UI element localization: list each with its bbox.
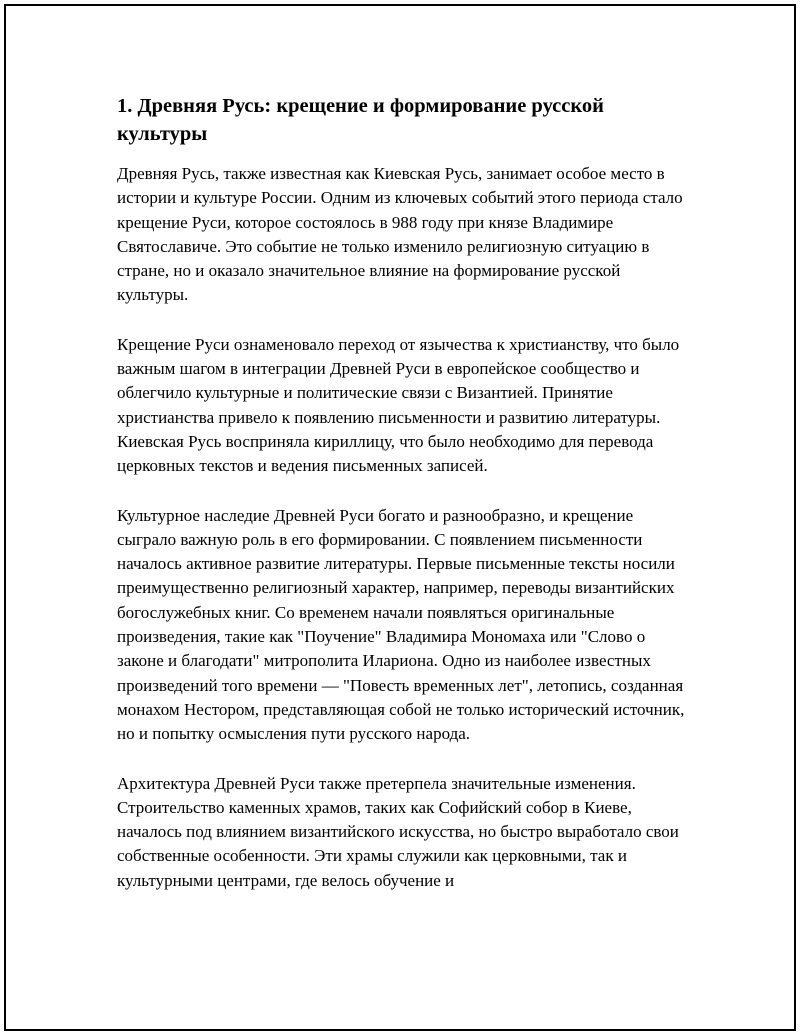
paragraph-2: Крещение Руси ознаменовало переход от язычества к христианству, что было важным шагом в интеграции Древней Руси в европейское сообщество и облегчило культурные и политические связи с Византией. Принятие христианства привело к появлению письменности и развитию литературы. Киевская Русь восприняла кириллицу, что было необходимо для перевода церковных текстов и ведения письменных записей. <box>117 334 680 476</box>
paragraph-4: Архитектура Древней Руси также претерпела значительные изменения. Строительство каменных храмов, таких как Софийский собор в Киеве, началось под влиянием византийского искусства, но быстро выработало свои собственные особенности. Эти храмы служили как церковными, так и культурными центрами, где велось обучение и <box>117 773 679 890</box>
document-body <box>117 92 687 918</box>
paragraph-1: Древняя Русь, также известная как Киевская Русь, занимает особое место в истории и культуре России. Одним из ключевых событий этого периода стало крещение Руси, которое состоялось в 988 году при князе Владимире Святославиче. Это событие не только изменило религиозную ситуацию в стране, но и оказало значительное влияние на формирование русской культуры. <box>117 164 683 305</box>
section-heading: 1. Древняя Русь: крещение и формирование русской культуры <box>117 95 604 145</box>
paragraph-3: Культурное наследие Древней Руси богато и разнообразно, и крещение сыграло важную роль в его формировании. С появлением письменности началось активное развитие литературы. Первые письменные тексты носили преимущественно религиозный характер, например, переводы византийских богослужебных книг. Со временем начали появляться оригинальные произведения, такие как "Поучение" Владимира Мономаха или "Слово о законе и благодати" митрополита Илариона. Одно из наиболее известных произведений того времени — "Повесть временных лет", летопись, созданная монахом Нестором, представляющая собой не только исторический источник, но и попытку осмысления пути русского народа. <box>117 505 685 744</box>
